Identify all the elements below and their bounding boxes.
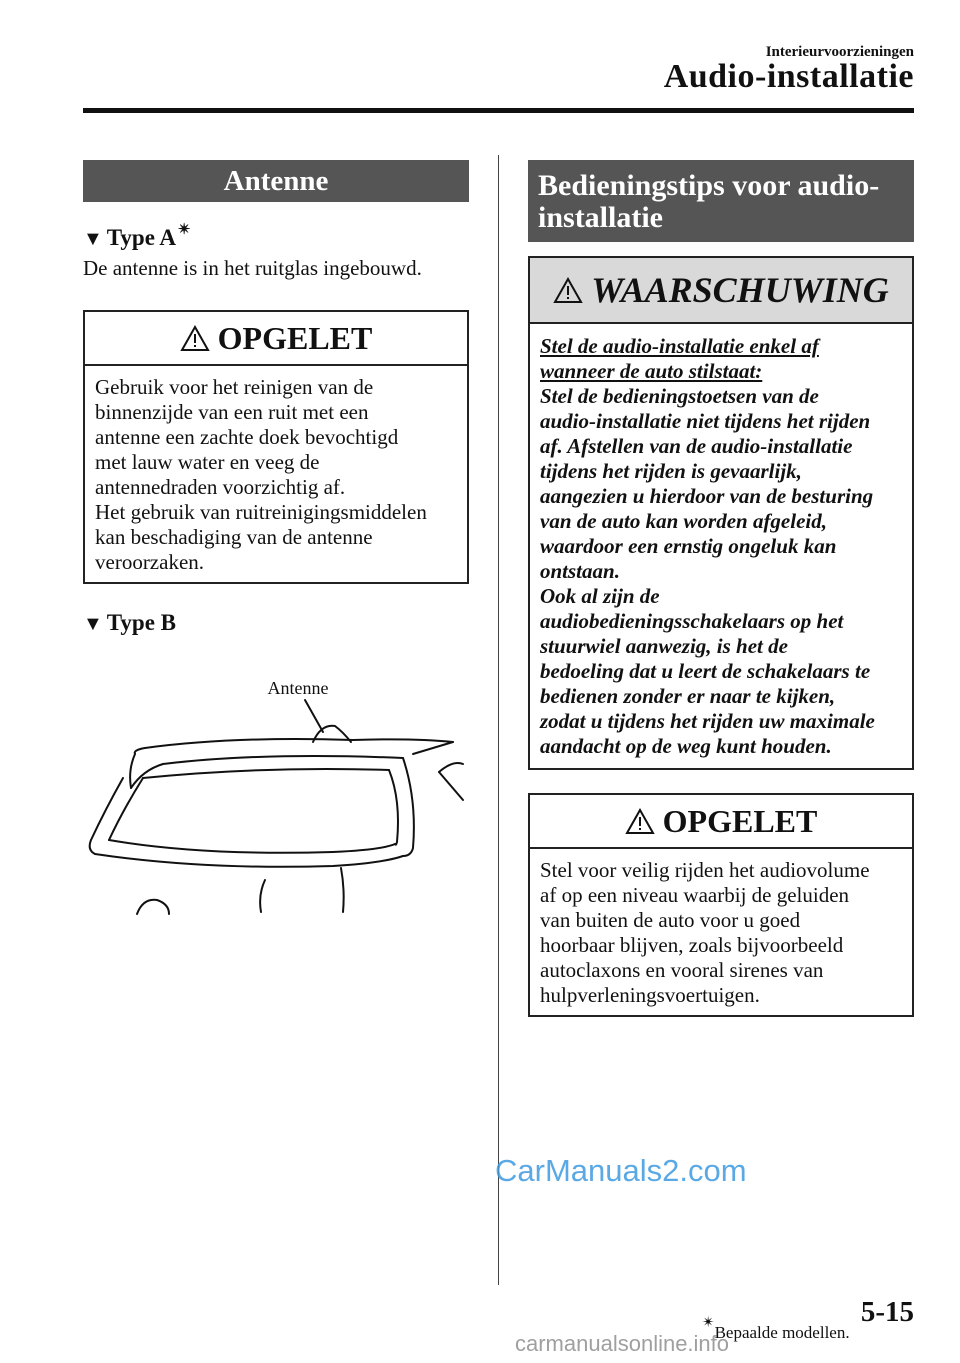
header-rule	[83, 108, 914, 113]
banner-line: Bedieningstips voor audio-	[538, 169, 880, 202]
warning-box	[528, 256, 914, 770]
warning-triangle-icon	[553, 277, 583, 304]
text-line: waardoor een ernstig ongeluk kan	[540, 534, 837, 558]
warning-triangle-icon	[180, 325, 210, 352]
text-line: antenne een zachte doek bevochtigd	[95, 425, 399, 449]
subheading-type-b	[83, 610, 176, 636]
text-line: Gebruik voor het reinigen van de	[95, 375, 374, 399]
text-line: antennedraden voorzichtig af.	[95, 475, 346, 499]
text-line: stuurwiel aanwezig, is het de	[540, 634, 788, 658]
text-line: Stel voor veilig rijden het audiovolume	[540, 858, 870, 882]
text-line: wanneer de auto stilstaat:	[540, 359, 763, 383]
text-line: hulpverleningsvoertuigen.	[540, 983, 760, 1007]
warning-heading	[530, 258, 912, 324]
text-line: autoclaxons en vooral sirenes van	[540, 958, 824, 982]
warning-heading-text: WAARSCHUWING	[591, 270, 889, 310]
caution-body	[530, 849, 912, 1008]
text-line: tijdens het rijden is gevaarlijk,	[540, 459, 802, 483]
text-line: af. Afstellen van de audio-installatie	[540, 434, 853, 458]
banner-line: installatie	[538, 201, 663, 234]
text-line: bedienen zonder er naar te kijken,	[540, 684, 836, 708]
text-line: bedoeling dat u leert de schakelaars te	[540, 659, 871, 683]
caution-heading-text: OPGELET	[217, 319, 373, 356]
text-line: ontstaan.	[540, 559, 620, 583]
text-line: aangezien u hierdoor van de besturing	[540, 484, 874, 508]
text-line: audio-installatie niet tijdens het rijden	[540, 409, 871, 433]
star-icon: ✴	[178, 222, 191, 238]
subheading-label: Type A	[106, 225, 177, 250]
subheading-type-a	[83, 220, 191, 251]
text-line: Het gebruik van ruitreinigingsmiddelen	[95, 500, 427, 524]
caution-box	[83, 310, 469, 584]
page-number: 5-15	[860, 1296, 914, 1328]
text-line: Ook al zijn de	[540, 584, 660, 608]
page-title: Audio-installatie	[663, 58, 914, 95]
column-divider	[498, 155, 499, 1285]
text-line: kan beschadiging van de antenne	[95, 525, 373, 549]
triangle-down-icon: ▼	[83, 228, 103, 250]
caution-heading	[530, 795, 912, 849]
text-line: aandacht op de weg kunt houden.	[540, 734, 832, 758]
text-line: met lauw water en veeg de	[95, 450, 320, 474]
intro-paragraph: De antenne is in het ruitglas ingebouwd.	[83, 256, 422, 280]
text-line: audiobedieningsschakelaars op het	[540, 609, 844, 633]
warning-body	[530, 324, 912, 759]
caution-body	[85, 366, 467, 575]
caution-heading	[85, 312, 467, 366]
triangle-down-icon: ▼	[83, 613, 103, 635]
text-line: Stel de bedieningstoetsen van de	[540, 384, 819, 408]
watermark-site: carmanualsonline.info	[515, 1331, 730, 1356]
text-line: af op een niveau waarbij de geluiden	[540, 883, 850, 907]
text-line: veroorzaken.	[95, 550, 205, 574]
chapter-title: Interieurvoorzieningen	[765, 44, 914, 60]
text-line: van buiten de auto voor u goed	[540, 908, 801, 932]
antenna-label: Antenne	[267, 678, 329, 698]
footnote-text: Bepaalde modellen.	[714, 1323, 850, 1342]
warning-triangle-icon	[625, 808, 655, 835]
subheading-label: Type B	[106, 610, 177, 635]
text-line: zodat u tijdens het rijden uw maximale	[540, 709, 875, 733]
caution-heading-text: OPGELET	[662, 802, 818, 839]
watermark-carmanuals: CarManuals2.com	[495, 1153, 747, 1188]
antenna-illustration	[83, 670, 468, 920]
caution-box	[528, 793, 914, 1017]
text-line: Stel de audio-installatie enkel af	[540, 334, 819, 358]
section-banner-antenne: Antenne	[83, 160, 469, 202]
star-icon: ✴	[702, 1315, 715, 1331]
text-line: binnenzijde van een ruit met een	[95, 400, 369, 424]
text-line: hoorbaar blijven, zoals bijvoorbeeld	[540, 933, 844, 957]
text-line: van de auto kan worden afgeleid,	[540, 509, 827, 533]
section-banner-audio-tips	[528, 160, 914, 242]
